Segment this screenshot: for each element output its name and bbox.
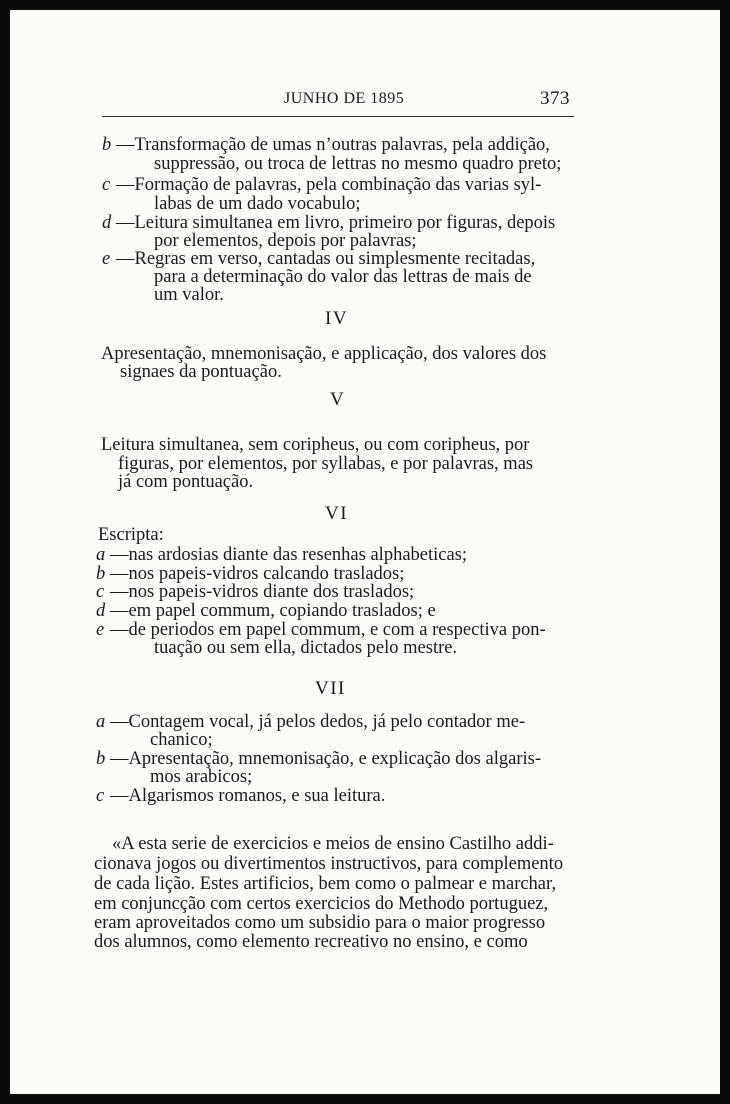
list-item-continuation: um valor. [154,285,224,305]
paragraph-line: já com pontuação. [118,472,254,492]
list-item: e —de periodos em papel commum, e com a respectiva pon- [96,620,546,640]
list-item: e —Regras em verso, cantadas ou simplesmente recitadas, [102,249,536,269]
section-heading-iv: IV [325,308,349,329]
list-item-continuation: por elementos, depois por palavras; [154,231,417,251]
list-item: a —nas ardosias diante das resenhas alphabeticas; [96,545,468,565]
list-item: d —Leitura simultanea em livro, primeiro por figuras, depois [102,213,556,233]
paragraph-line: em conjuncção com certos exercicios do Methodo portuguez, [94,894,549,914]
page-number: 373 [540,88,570,109]
list-item-continuation: chanico; [150,730,213,750]
paragraph-line: Apresentação, mnemonisação, e applicação, dos valores dos [101,344,547,364]
page-header [94,88,576,110]
list-item-continuation: labas de um dado vocabulo; [154,194,361,214]
list-item: c —Algarismos romanos, e sua leitura. [96,786,386,806]
list-item: b —nos papeis-vidros calcando traslados; [96,564,405,584]
list-item: a —Contagem vocal, já pelos dedos, já pelo contador me- [96,712,526,732]
section-heading-vii: VII [315,678,346,699]
paragraph-line: Leitura simultanea, sem coripheus, ou com coripheus, por [101,435,530,455]
list-item: c —Formação de palavras, pela combinação das varias syl- [102,175,542,195]
list-item-continuation: suppressão, ou troca de lettras no mesmo quadro preto; [154,154,562,174]
list-item: c —nos papeis-vidros diante dos traslados; [96,582,415,602]
paragraph-line: cionava jogos ou divertimentos instructivos, para complemento [94,854,564,874]
list-item: d —em papel commum, copiando traslados; e [96,601,436,621]
paragraph-line: signaes da pontuação. [120,362,282,382]
list-item-continuation: tuação ou sem ella, dictados pelo mestre. [154,638,458,658]
section-intro: Escripta: [98,525,164,545]
paragraph-line: de cada lição. Estes artificios, bem como o palmear e marchar, [94,874,557,894]
list-item: b —Apresentação, mnemonisação, e explicação dos algaris- [96,749,541,769]
section-heading-vi: VI [325,503,349,524]
list-item-continuation: para a determinação do valor das lettras de mais de [154,267,532,287]
running-title: JUNHO DE 1895 [284,90,405,107]
paragraph-line: figuras, por elementos, por syllabas, e por palavras, mas [118,454,534,474]
header-rule [102,116,574,117]
paragraph-line: dos alumnos, como elemento recreativo no ensino, e como [94,932,528,952]
section-heading-v: V [330,389,346,410]
list-item-continuation: mos arabicos; [150,767,253,787]
list-item: b —Transformação de umas n’outras palavras, pela addição, [102,135,550,155]
paragraph-line: eram aproveitados como um subsidio para o maior progresso [94,913,546,933]
paragraph-line: «A esta serie de exercicios e meios de ensino Castilho addi- [112,834,554,854]
